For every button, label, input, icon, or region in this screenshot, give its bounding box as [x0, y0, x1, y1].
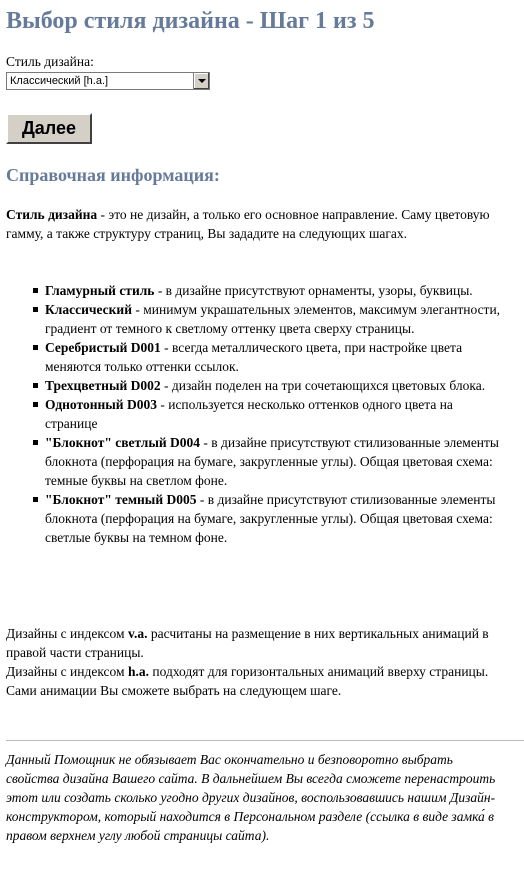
style-desc: - всегда металлического цвета, при настройке цвета меняются только оттенки ссылок. — [45, 340, 463, 374]
list-item — [45, 490, 505, 547]
list-item — [45, 338, 505, 376]
index-notes — [6, 624, 506, 700]
list-item — [45, 376, 505, 395]
style-name: Трехцветный D002 — [45, 378, 161, 393]
style-name: Серебристый D001 — [45, 340, 161, 355]
design-style-select[interactable] — [6, 72, 210, 90]
intro-term: Стиль дизайна — [6, 207, 98, 222]
va-prefix: Дизайны с индексом — [6, 626, 128, 641]
help-heading: Справочная информация: — [6, 165, 220, 185]
ha-index: h.a. — [127, 664, 149, 679]
style-desc: - дизайн поделен на три сочетающихся цветовых блока. — [160, 378, 486, 393]
style-name: "Блокнот" светлый D004 — [45, 435, 201, 450]
design-style-select-value: Классический [h.a.] — [10, 75, 109, 87]
animations-note: Сами анимации Вы сможете выбрать на следующем шаге. — [6, 683, 342, 698]
disclaimer: Данный Помощник не обязывает Вас окончательно и безповоротно выбрать свойства дизайна Вашего сайта. В дальнейшем Вы всегда сможете перенастроить этот или создать сколько угодно других дизайнов, воспользовавшись нашим Дизайн-конструктором, который находится в Персональном разделе (ссылка в виде замка́ в правом верхнем углу любой страницы сайта). — [6, 752, 496, 843]
list-item — [45, 433, 505, 490]
style-name: Классический — [45, 302, 132, 317]
intro-text: - это не дизайн, а только его основное направление. Саму цветовую гамму, а также структуру страниц, Вы зададите на следующих шагах. — [6, 207, 490, 241]
ha-prefix: Дизайны с индексом — [6, 664, 128, 679]
chevron-down-icon[interactable] — [193, 73, 209, 89]
style-desc: - в дизайне присутствуют орнаменты, узоры, буквицы. — [154, 283, 473, 298]
style-list — [45, 281, 505, 547]
ha-text: подходят для горизонтальных анимаций вверху страницы. — [148, 664, 489, 679]
va-index: v.a. — [127, 626, 148, 641]
style-desc: - минимум украшательных элементов, максимум элегантности, градиент от темного к светлому оттенку цвета сверху страницы. — [45, 302, 501, 336]
style-name: "Блокнот" темный D005 — [45, 492, 197, 507]
next-button[interactable]: Далее — [6, 113, 92, 144]
help-intro — [6, 205, 511, 243]
list-item — [45, 281, 505, 300]
divider — [6, 740, 524, 741]
list-item — [45, 395, 505, 433]
style-desc: - в дизайне присутствуют стилизованные элементы блокнота (перфорация на бумаге, закругленные углы). Общая цветовая схема: темные буквы на светлом фоне. — [45, 435, 500, 488]
va-text: расчитаны на размещение в них вертикальных анимаций в правой части страницы. — [6, 626, 489, 660]
style-name: Однотонный D003 — [45, 397, 157, 412]
style-desc: - используется несколько оттенков одного цвета на странице — [45, 397, 453, 431]
page-title: Выбор стиля дизайна - Шаг 1 из 5 — [6, 8, 375, 34]
style-label: Стиль дизайна: — [6, 54, 94, 69]
list-item — [45, 300, 505, 338]
style-desc: - в дизайне присутствуют стилизованные элементы блокнота (перфорация на бумаге, закругленные углы). Общая цветовая схема: светлые буквы на темном фоне. — [45, 492, 496, 545]
style-name: Гламурный стиль — [45, 283, 155, 298]
